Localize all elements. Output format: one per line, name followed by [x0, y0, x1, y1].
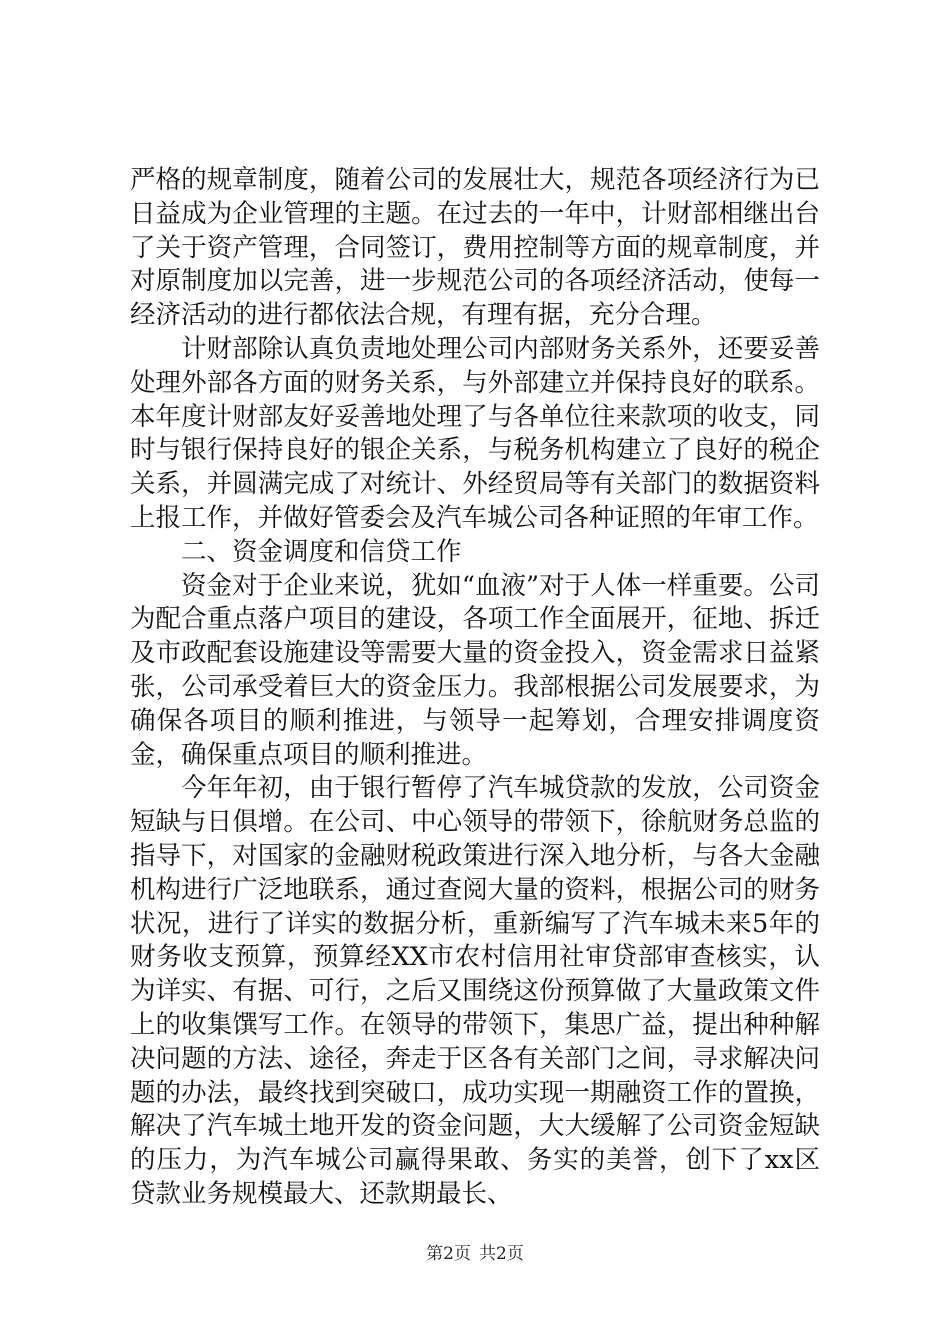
paragraph-2: 计财部除认真负责地处理公司内部财务关系外，还要妥善处理外部各方面的财务关系，与外部建立并保持良好的联系。本年度计财部友好妥善地处理了与各单位往来款项的收支，同时与银行保持良好的银企关系，与税务机构建立了良好的税企关系，并圆满完成了对统计、外经贸局等有关部门的数据资料上报工作，并做好管委会及汽车城公司各种证照的年审工作。 — [130, 333, 820, 533]
page-total: 共2页 — [479, 1244, 524, 1264]
document-body — [130, 164, 820, 1212]
paragraph-4: 今年年初，由于银行暂停了汽车城贷款的发放，公司资金短缺与日俱增。在公司、中心领导的带领下，徐航财务总监的指导下，对国家的金融财税政策进行深入地分析，与各大金融机构进行广泛地联系，通过查阅大量的资料，根据公司的财务状况，进行了详实的数据分析，重新编写了汽车城未来5年的财务收支预算，预算经XX市农村信用社审贷部审查核实，认为详实、有据、可行，之后又围绕这份预算做了大量政策文件上的收集馔写工作。在领导的带领下，集思广益，提出种种解决问题的方法、途径，奔走于区各有关部门之间，寻求解决问题的办法，最终找到突破口，成功实现一期融资工作的置换，解决了汽车城土地开发的资金问题，大大缓解了公司资金短缺的压力，为汽车城公司赢得果敢、务实的美誉，创下了xx区贷款业务规模最大、还款期最长、 — [130, 773, 820, 1209]
paragraph-3: 资金对于企业来说，犹如“血液”对于人体一样重要。公司为配合重点落户项目的建设，各项工作全面展开，征地、拆迁及市政配套设施建设等需要大量的资金投入，资金需求日益紧张，公司承受着巨大的资金压力。我部根据公司发展要求，为确保各项目的顺利推进，与领导一起筹划，合理安排调度资金，确保重点项目的顺利推进。 — [130, 570, 820, 770]
page-number: 第2页 — [426, 1244, 471, 1264]
paragraph-1: 严格的规章制度，随着公司的发展壮大，规范各项经济行为已日益成为企业管理的主题。在过去的一年中，计财部相继出台了关于资产管理，合同签订，费用控制等方面的规章制度，并对原制度加以完善，进一步规范公司的各项经济活动，使每一经济活动的进行都依法合规，有理有据，充分合理。 — [130, 165, 820, 331]
page-footer — [0, 1243, 950, 1265]
section-heading: 二、资金调度和信贷工作 — [181, 536, 462, 567]
